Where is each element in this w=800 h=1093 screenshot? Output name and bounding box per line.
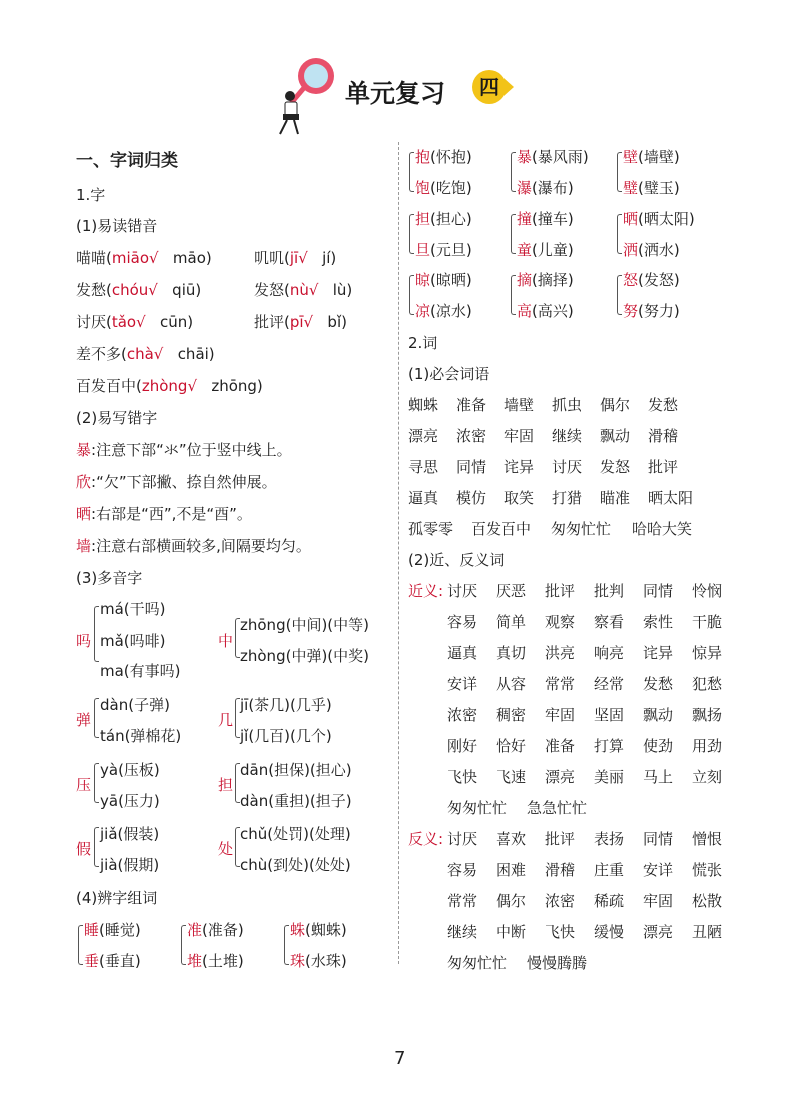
word: 百发百中 xyxy=(471,520,532,538)
polyphone-char: 吗 xyxy=(76,632,92,650)
distinguish-item: 怒(发怒) xyxy=(623,271,680,289)
distinguish-item: 珠(水珠) xyxy=(290,952,347,970)
wrong-pinyin: jí) xyxy=(322,249,337,267)
easy-read-item xyxy=(76,279,201,300)
word: 中断 xyxy=(496,923,527,941)
word: 庄重 xyxy=(594,861,625,879)
subsection-label: (2)近、反义词 xyxy=(408,551,505,569)
word: 浓密 xyxy=(545,892,576,910)
word: 飘动 xyxy=(643,706,674,724)
word: 飘扬 xyxy=(692,706,723,724)
word: 干脆 xyxy=(692,613,723,631)
polyphone-reading: jià(假期) xyxy=(100,856,160,874)
word: 洪亮 xyxy=(545,644,576,662)
synonym-label: 近义: xyxy=(408,582,444,600)
brace xyxy=(409,152,414,192)
word: 寻思 xyxy=(408,458,439,476)
brace xyxy=(94,827,99,867)
distinguish-item: 洒(洒水) xyxy=(623,241,680,259)
word: 讨厌 xyxy=(447,582,478,600)
word: 孤零零 xyxy=(408,520,454,538)
word: 急急忙忙 xyxy=(527,799,588,817)
word: 浓密 xyxy=(456,427,487,445)
column-divider xyxy=(398,142,399,964)
word: 丑陋 xyxy=(692,923,723,941)
word: 抓虫 xyxy=(552,396,583,414)
page-number: 7 xyxy=(394,1048,406,1069)
word: 百发百中( xyxy=(76,377,142,395)
distinguish-item: 担(担心) xyxy=(415,210,472,228)
distinguish-item: 撞(撞车) xyxy=(517,210,574,228)
easy-read-item xyxy=(76,375,263,396)
brace xyxy=(94,606,99,662)
polyphone-reading: má(干吗) xyxy=(100,600,166,618)
polyphone-char: 处 xyxy=(218,840,234,858)
word: 慌张 xyxy=(692,861,723,879)
correct-pinyin: nù√ xyxy=(289,281,319,299)
word: 憎恨 xyxy=(692,830,723,848)
char: 暴 xyxy=(76,441,92,459)
easy-write-item xyxy=(76,439,292,460)
word: 准备 xyxy=(545,737,576,755)
word: 稀疏 xyxy=(594,892,625,910)
word: 缓慢 xyxy=(594,923,625,941)
word: 安详 xyxy=(643,861,674,879)
wrong-pinyin: māo) xyxy=(172,249,212,267)
word: 松散 xyxy=(692,892,723,910)
word: 怜悯 xyxy=(692,582,723,600)
polyphone-reading: mǎ(吗啡) xyxy=(100,632,166,650)
polyphone-reading: tán(弹棉花) xyxy=(100,727,182,745)
word: 发怒( xyxy=(254,281,290,299)
badge-arrow-icon xyxy=(504,78,514,96)
brace xyxy=(511,152,516,192)
word: 批判 xyxy=(594,582,625,600)
word: 稠密 xyxy=(496,706,527,724)
word: 继续 xyxy=(447,923,478,941)
word: 坚固 xyxy=(594,706,625,724)
word: 偶尔 xyxy=(600,396,631,414)
word: 打算 xyxy=(594,737,625,755)
brace xyxy=(181,925,186,965)
word: 滑稽 xyxy=(648,427,679,445)
wrong-pinyin: lù) xyxy=(332,281,353,299)
word: 马上 xyxy=(643,768,674,786)
word: 牢固 xyxy=(643,892,674,910)
brace xyxy=(78,925,83,965)
word: 恰好 xyxy=(496,737,527,755)
distinguish-item: 努(努力) xyxy=(623,302,680,320)
word: 批评 xyxy=(545,582,576,600)
word: 批评 xyxy=(545,830,576,848)
word: 逼真 xyxy=(447,644,478,662)
word: 美丽 xyxy=(594,768,625,786)
word: 常常 xyxy=(545,675,576,693)
correct-pinyin: pī√ xyxy=(289,313,314,331)
easy-read-item xyxy=(76,343,215,364)
word: 使劲 xyxy=(643,737,674,755)
word: 简单 xyxy=(496,613,527,631)
word: 讨厌 xyxy=(552,458,583,476)
word: 取笑 xyxy=(504,489,535,507)
distinguish-item: 凉(凉水) xyxy=(415,302,472,320)
brace xyxy=(617,214,622,254)
word: 察看 xyxy=(594,613,625,631)
subsection-label: (1)必会词语 xyxy=(408,365,490,383)
wrong-pinyin: bǐ) xyxy=(327,313,347,331)
word: 漂亮 xyxy=(545,768,576,786)
word: 飞快 xyxy=(447,768,478,786)
distinguish-item: 璧(璧玉) xyxy=(623,179,680,197)
correct-pinyin: chà√ xyxy=(126,345,164,363)
distinguish-item: 蛛(蜘蛛) xyxy=(290,921,347,939)
word: 厌恶 xyxy=(496,582,527,600)
brace xyxy=(409,214,414,254)
section-title: 一、字词归类 xyxy=(76,151,178,171)
word: 批评( xyxy=(254,313,290,331)
distinguish-item: 摘(摘择) xyxy=(517,271,574,289)
polyphone-reading: chù(到处)(处处) xyxy=(240,856,351,874)
polyphone-char: 几 xyxy=(218,711,234,729)
brace xyxy=(617,152,622,192)
word: 经常 xyxy=(594,675,625,693)
word: 蜘蛛 xyxy=(408,396,439,414)
polyphone-reading: dàn(重担)(担子) xyxy=(240,792,352,810)
char: 欣 xyxy=(76,473,92,491)
word: 打猎 xyxy=(552,489,583,507)
correct-pinyin: miāo√ xyxy=(111,249,159,267)
word: 观察 xyxy=(545,613,576,631)
word: 牢固 xyxy=(545,706,576,724)
wrong-pinyin: zhōng) xyxy=(211,377,263,395)
distinguish-item: 旦(元旦) xyxy=(415,241,472,259)
word: 响亮 xyxy=(594,644,625,662)
word: 诧异 xyxy=(504,458,535,476)
polyphone-reading: jiǎ(假装) xyxy=(100,825,160,843)
subsection-label: (1)易读错音 xyxy=(76,217,158,235)
word: 同情 xyxy=(643,582,674,600)
subsection-label: (3)多音字 xyxy=(76,569,143,587)
brace xyxy=(511,214,516,254)
polyphone-reading: chǔ(处罚)(处理) xyxy=(240,825,351,843)
polyphone-reading: jǐ(几百)(几个) xyxy=(240,727,332,745)
word: 发愁( xyxy=(76,281,112,299)
easy-write-item xyxy=(76,503,252,524)
polyphone-char: 压 xyxy=(76,776,92,794)
correct-pinyin: jī√ xyxy=(289,249,308,267)
correct-pinyin: zhòng√ xyxy=(141,377,198,395)
easy-read-item xyxy=(254,279,352,300)
word: 喵喵( xyxy=(76,249,112,267)
brace xyxy=(617,275,622,315)
distinguish-item: 瀑(瀑布) xyxy=(517,179,574,197)
distinguish-item: 堆(土堆) xyxy=(187,952,244,970)
polyphone-reading: dān(担保)(担心) xyxy=(240,761,352,779)
note: :右部是“西”,不是“酉”。 xyxy=(91,505,252,523)
note: :“欠”下部撇、捺自然伸展。 xyxy=(91,473,277,491)
distinguish-item: 饱(吃饱) xyxy=(415,179,472,197)
subsection-label: 1.字 xyxy=(76,186,106,204)
word: 漂亮 xyxy=(408,427,439,445)
word: 逼真 xyxy=(408,489,439,507)
word: 批评 xyxy=(648,458,679,476)
polyphone-reading: zhōng(中间)(中等) xyxy=(240,616,369,634)
word: 表扬 xyxy=(594,830,625,848)
easy-read-item xyxy=(254,311,347,332)
polyphone-char: 中 xyxy=(218,632,234,650)
word: 用劲 xyxy=(692,737,723,755)
word: 犯愁 xyxy=(692,675,723,693)
word: 偶尔 xyxy=(496,892,527,910)
word: 刚好 xyxy=(447,737,478,755)
word: 飞速 xyxy=(496,768,527,786)
word: 同情 xyxy=(643,830,674,848)
brace xyxy=(284,925,289,965)
word: 准备 xyxy=(456,396,487,414)
polyphone-reading: ma(有事吗) xyxy=(100,662,181,680)
word: 讨厌( xyxy=(76,313,112,331)
word: 瞄准 xyxy=(600,489,631,507)
word: 匆匆忙忙 xyxy=(551,520,612,538)
word: 牢固 xyxy=(504,427,535,445)
word: 困难 xyxy=(496,861,527,879)
wrong-pinyin: chāi) xyxy=(177,345,215,363)
distinguish-item: 晾(晾晒) xyxy=(415,271,472,289)
word: 差不多( xyxy=(76,345,127,363)
word: 真切 xyxy=(496,644,527,662)
word: 容易 xyxy=(447,613,478,631)
distinguish-item: 壁(墙壁) xyxy=(623,148,680,166)
word: 容易 xyxy=(447,861,478,879)
easy-write-item xyxy=(76,535,311,556)
word: 立刻 xyxy=(692,768,723,786)
unit-badge: 四 xyxy=(472,70,506,104)
distinguish-item: 抱(怀抱) xyxy=(415,148,472,166)
brace xyxy=(94,763,99,803)
brace xyxy=(511,275,516,315)
word: 诧异 xyxy=(643,644,674,662)
polyphone-reading: dàn(子弹) xyxy=(100,696,170,714)
distinguish-item: 垂(垂直) xyxy=(84,952,141,970)
note: :注意下部“氺”位于竖中线上。 xyxy=(91,441,292,459)
word: 飞快 xyxy=(545,923,576,941)
word: 飘动 xyxy=(600,427,631,445)
magnifier-girl-illustration xyxy=(272,52,340,138)
word: 常常 xyxy=(447,892,478,910)
polyphone-char: 担 xyxy=(218,776,234,794)
subsection-label: (2)易写错字 xyxy=(76,409,158,427)
subsection-label: 2.词 xyxy=(408,334,438,352)
distinguish-item: 准(准备) xyxy=(187,921,244,939)
page-title: 单元复习 xyxy=(345,79,446,108)
wrong-pinyin: qiū) xyxy=(172,281,202,299)
word: 安详 xyxy=(447,675,478,693)
word: 继续 xyxy=(552,427,583,445)
word: 晒太阳 xyxy=(648,489,694,507)
distinguish-item: 暴(暴风雨) xyxy=(517,148,589,166)
easy-read-item xyxy=(76,247,212,268)
polyphone-reading: yà(压板) xyxy=(100,761,160,779)
word: 从容 xyxy=(496,675,527,693)
word: 讨厌 xyxy=(447,830,478,848)
easy-read-item xyxy=(76,311,193,332)
wrong-pinyin: cūn) xyxy=(159,313,194,331)
word: 发怒 xyxy=(600,458,631,476)
distinguish-item: 高(高兴) xyxy=(517,302,574,320)
word: 索性 xyxy=(643,613,674,631)
easy-write-item xyxy=(76,471,277,492)
word: 喜欢 xyxy=(496,830,527,848)
word: 匆匆忙忙 xyxy=(447,954,508,972)
char: 晒 xyxy=(76,505,92,523)
correct-pinyin: tǎo√ xyxy=(111,313,146,331)
word: 模仿 xyxy=(456,489,487,507)
brace xyxy=(94,698,99,738)
subsection-label: (4)辨字组词 xyxy=(76,889,158,907)
brace xyxy=(409,275,414,315)
polyphone-reading: yā(压力) xyxy=(100,792,160,810)
word: 漂亮 xyxy=(643,923,674,941)
note: :注意右部横画较多,间隔要均匀。 xyxy=(91,537,311,555)
word: 同情 xyxy=(456,458,487,476)
word: 发愁 xyxy=(643,675,674,693)
correct-pinyin: chóu√ xyxy=(111,281,158,299)
word: 滑稽 xyxy=(545,861,576,879)
word: 墙壁 xyxy=(504,396,535,414)
word: 匆匆忙忙 xyxy=(447,799,508,817)
antonym-label: 反义: xyxy=(408,830,444,848)
word: 发愁 xyxy=(648,396,679,414)
word: 慢慢腾腾 xyxy=(527,954,588,972)
polyphone-reading: jī(茶几)(几乎) xyxy=(240,696,332,714)
distinguish-item: 晒(晒太阳) xyxy=(623,210,695,228)
word: 惊异 xyxy=(692,644,723,662)
word: 叽叽( xyxy=(254,249,290,267)
polyphone-char: 弹 xyxy=(76,711,92,729)
distinguish-item: 童(儿童) xyxy=(517,241,574,259)
distinguish-item: 睡(睡觉) xyxy=(84,921,141,939)
polyphone-reading: zhòng(中弹)(中奖) xyxy=(240,647,369,665)
word: 浓密 xyxy=(447,706,478,724)
easy-read-item xyxy=(254,247,336,268)
char: 墙 xyxy=(76,537,92,555)
word: 哈哈大笑 xyxy=(632,520,693,538)
polyphone-char: 假 xyxy=(76,840,92,858)
